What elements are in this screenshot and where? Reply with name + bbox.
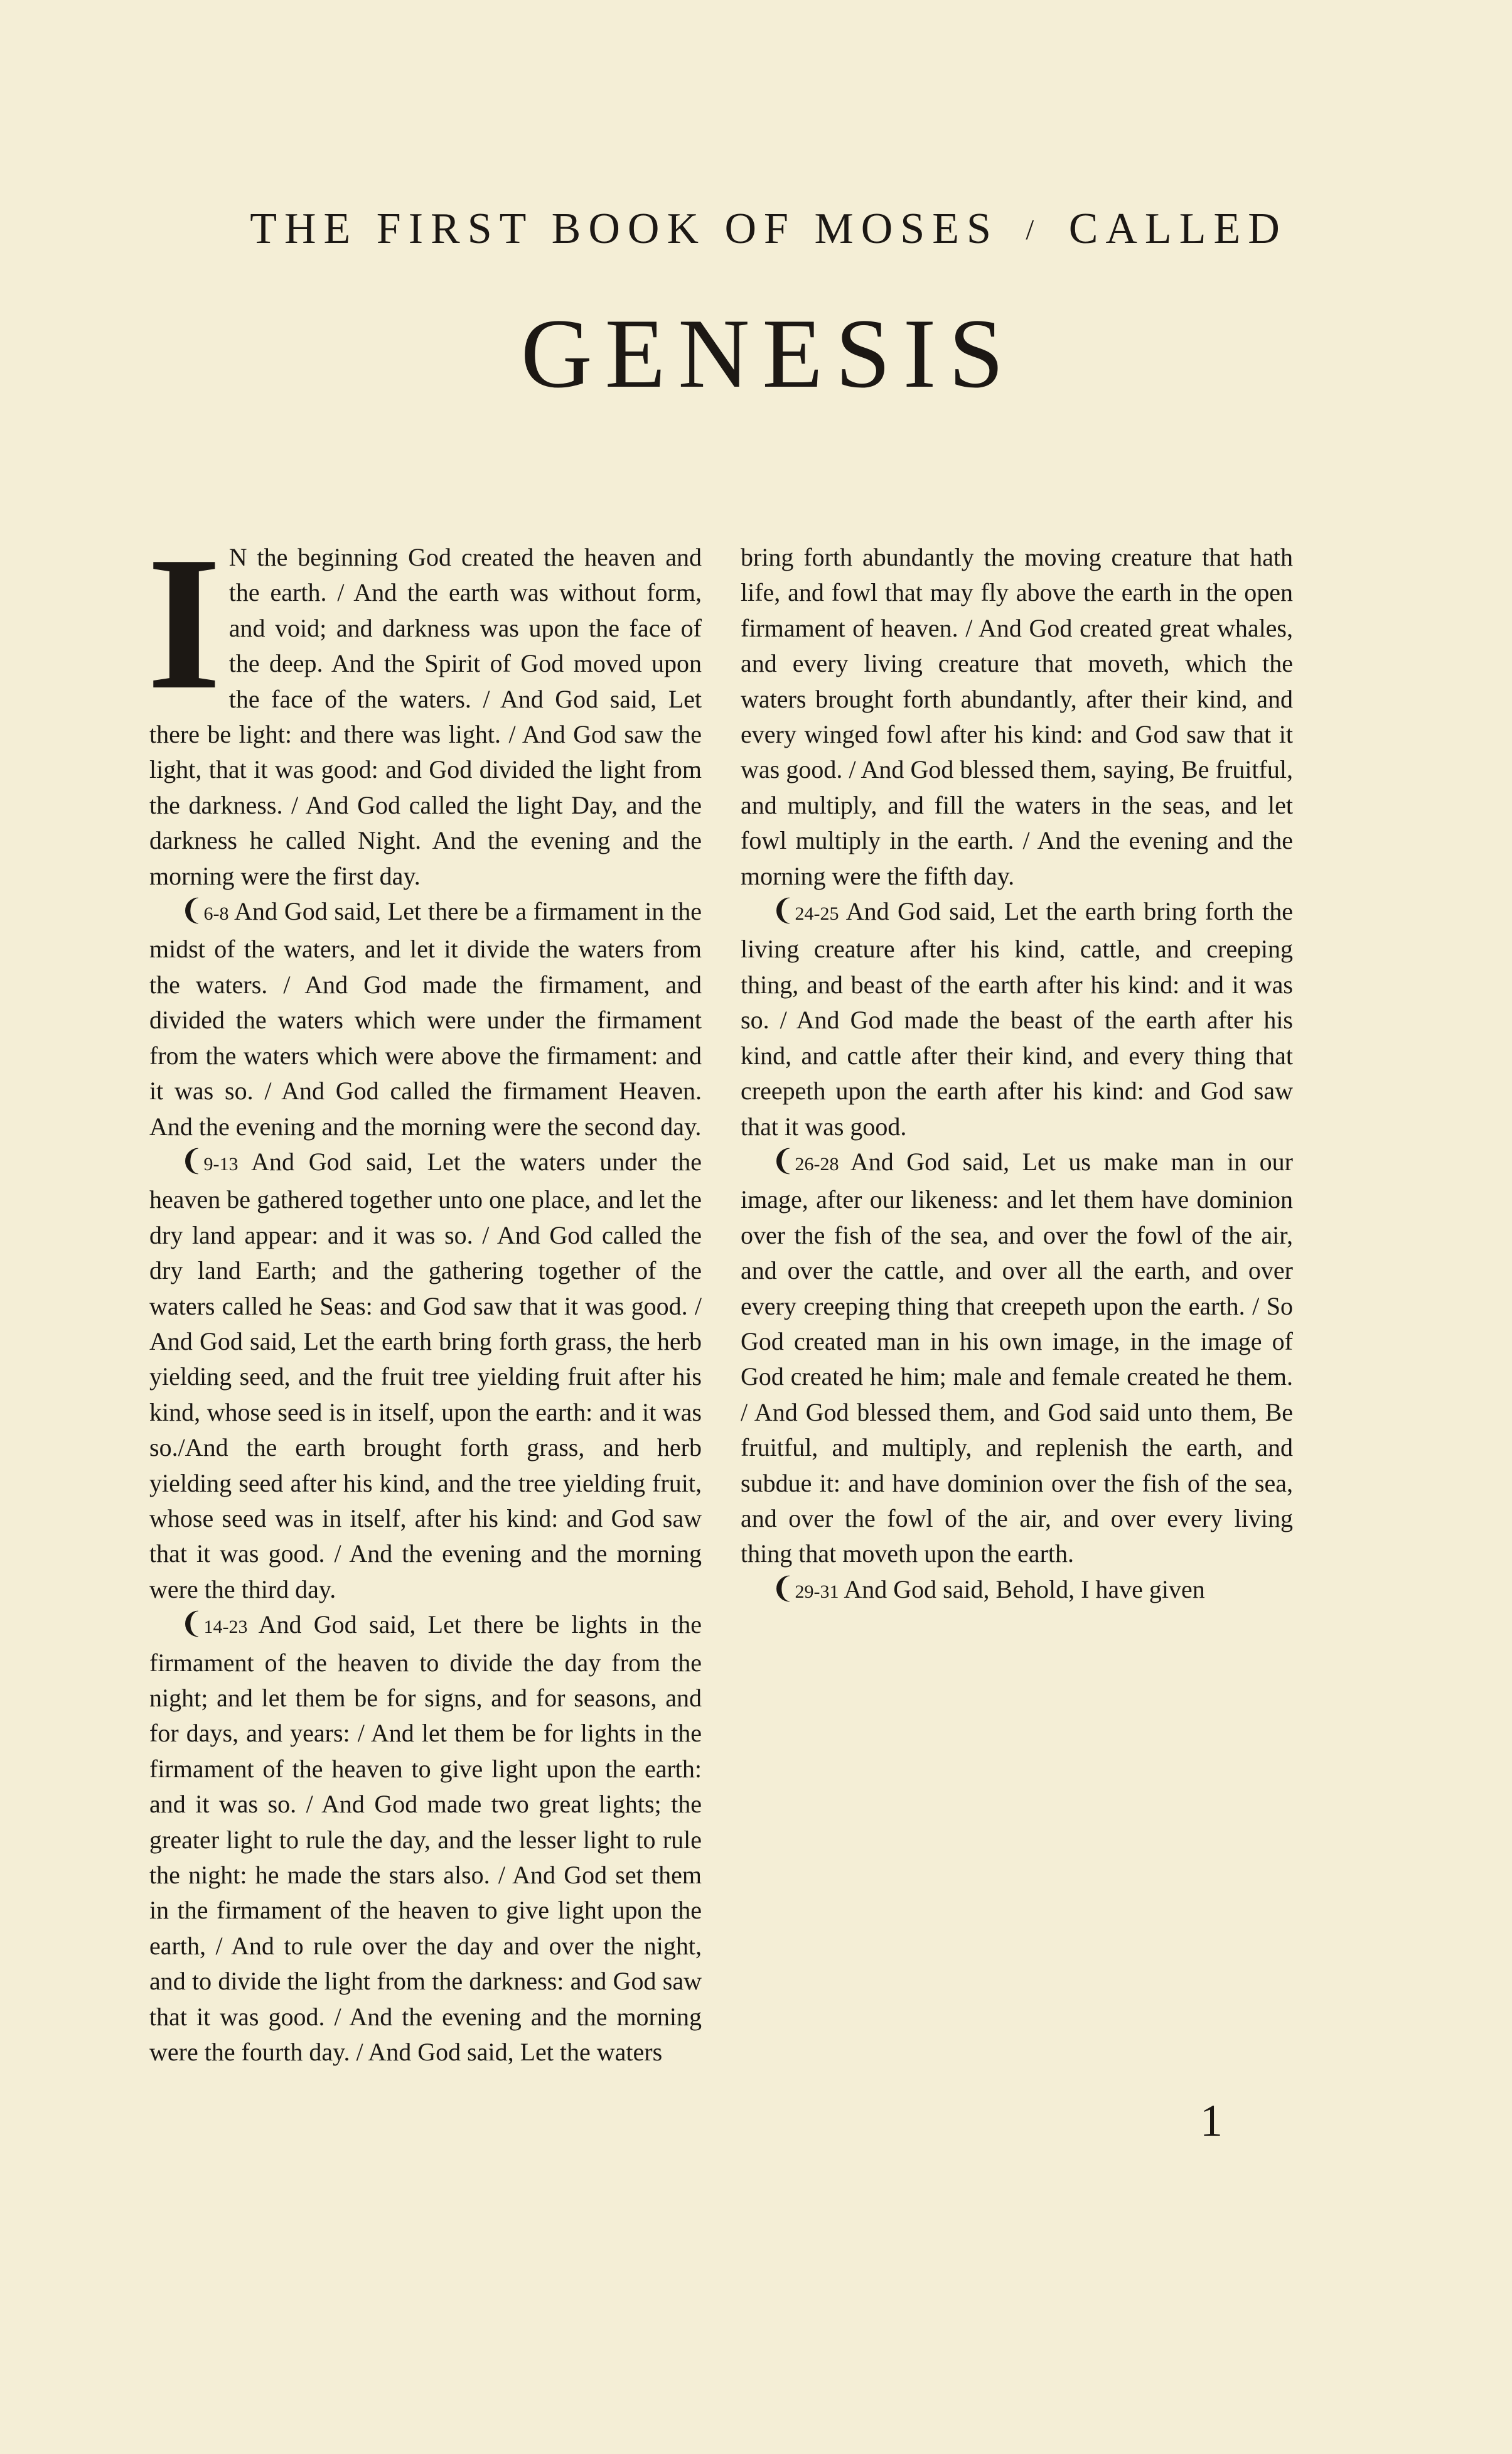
drop-cap: I: [147, 517, 222, 729]
subtitle-part-1: THE FIRST BOOK OF MOSES: [250, 205, 999, 253]
verse-range: 26-28: [795, 1153, 839, 1175]
verse-range: 6-8: [203, 903, 229, 925]
paragraph-4: [149, 1607, 702, 2070]
paragraph-4-text: And God said, Let there be lights in the firmament of the heaven to divide the day from the night; and let them be for signs, and for seasons, and for days, and years: / And let them be for lights in the firmament of the heaven to give light upon the earth: and it was so. / And God made two great lights; the greater light to rule the day, and the lesser light to rule the night: he made the stars also. / And God set them in the firmament of the heaven to give light upon the earth, / And to rule over the day and over the night, and to divide the light from the darkness: and God saw that it was good. / And the evening and the morning were the fourth day. / And God said, Let the waters: [149, 1610, 702, 2067]
subtitle-part-2: CALLED: [1068, 205, 1287, 253]
verse-range: 29-31: [795, 1581, 839, 1602]
subtitle-separator: /: [1026, 213, 1042, 245]
paragraph-3: [149, 1144, 702, 1607]
paragraph-6-text: And God said, Let us make man in our image, after our likeness: and let them have dominion over the fish of the sea, and over the fowl of the air, and over the cattle, and over all the earth, and over every creeping thing that creepeth upon the earth. / So God created man in his own image, in the image of God created he him; male and female created he them. / And God blessed them, and God said unto them, Be fruitful, and multiply, and replenish the earth, and subdue it: and have dominion over the fish of the sea, and over the fowl of the air, and over every living thing that moveth upon the earth.: [741, 1147, 1293, 1568]
text-column-right: [741, 540, 1293, 1610]
paragraph-mark-icon: ❨: [180, 894, 204, 927]
paragraph-4-text-continued: bring forth abundantly the moving creature that hath life, and fowl that may fly above the earth in the open firmament of heaven. / And God created great whales, and every living creature that moveth, which the waters brought forth abundantly, after their kind, and every winged fowl after his kind: and God saw that it was good. / And God blessed them, saying, Be fruitful, and multiply, and fill the waters in the seas, and let fowl multiply in the earth. / And the evening and the morning were the fifth day.: [741, 543, 1293, 890]
verse-range: 24-25: [795, 903, 839, 925]
paragraph-mark-icon: ❨: [180, 1607, 204, 1640]
text-column-left: [147, 517, 702, 2070]
verse-range: 9-13: [203, 1153, 239, 1175]
book-subtitle: [0, 201, 1512, 258]
paragraph-7-text: And God said, Behold, I have given: [839, 1574, 1205, 1603]
paragraph-5: [741, 894, 1293, 1144]
paragraph-mark-icon: ❨: [771, 1571, 795, 1604]
paragraph-2: [149, 894, 702, 1144]
page-number: 1: [1200, 2096, 1223, 2146]
paragraph-5-text: And God said, Let the earth bring forth the living creature after his kind, cattle, and creeping thing, and beast of the earth after his kind: and it was so. / And God made the beast of the earth after his kind, and cattle after their kind, and every thing that creepeth upon the earth after his kind: and God saw that it was good.: [741, 897, 1293, 1141]
paragraph-1-text: N the beginning God created the heaven and the earth. / And the earth was without form, and void; and darkness was upon the face of the deep. And the Spirit of God moved upon the face of the waters. / And God said, Let there be light: and there was light. / And God saw the light, that it was good: and God divided the light from the darkness. / And God called the light Day, and the darkness he called Night. And the evening and the morning were the first day.: [149, 543, 702, 890]
page-header: [0, 201, 1512, 407]
paragraph-3-text: And God said, Let the waters under the heaven be gathered together unto one place, and let the dry land appear: and it was so. / And God called the dry land Earth; and the gathering together of the waters called he Seas: and God saw that it was good. / And God said, Let the earth bring forth grass, the herb yielding seed, and the fruit tree yielding fruit after his kind, whose seed is in itself, upon the earth: and it was so./And the earth brought forth grass, and herb yielding seed after his kind, and the tree yielding fruit, whose seed was in itself, after his kind: and God saw that it was good. / And the evening and the morning were the third day.: [149, 1147, 702, 1603]
paragraph-mark-icon: ❨: [771, 894, 795, 927]
paragraph-4-continued: [741, 540, 1293, 894]
book-title: GENESIS: [520, 299, 1017, 409]
paragraph-7: [741, 1572, 1293, 1610]
paragraph-6: [741, 1144, 1293, 1572]
paragraph-mark-icon: ❨: [771, 1144, 795, 1176]
paragraph-1: [147, 517, 702, 894]
verse-range: 14-23: [203, 1617, 248, 1638]
paragraph-2-text: And God said, Let there be a firmament in the midst of the waters, and let it divide the waters from the waters. / And God made the firmament, and divided the waters which were under the firmament from the waters which were above the firmament: and it was so. / And God called the firmament Heaven. And the evening and the morning were the second day.: [149, 897, 702, 1141]
paragraph-mark-icon: ❨: [180, 1144, 204, 1176]
